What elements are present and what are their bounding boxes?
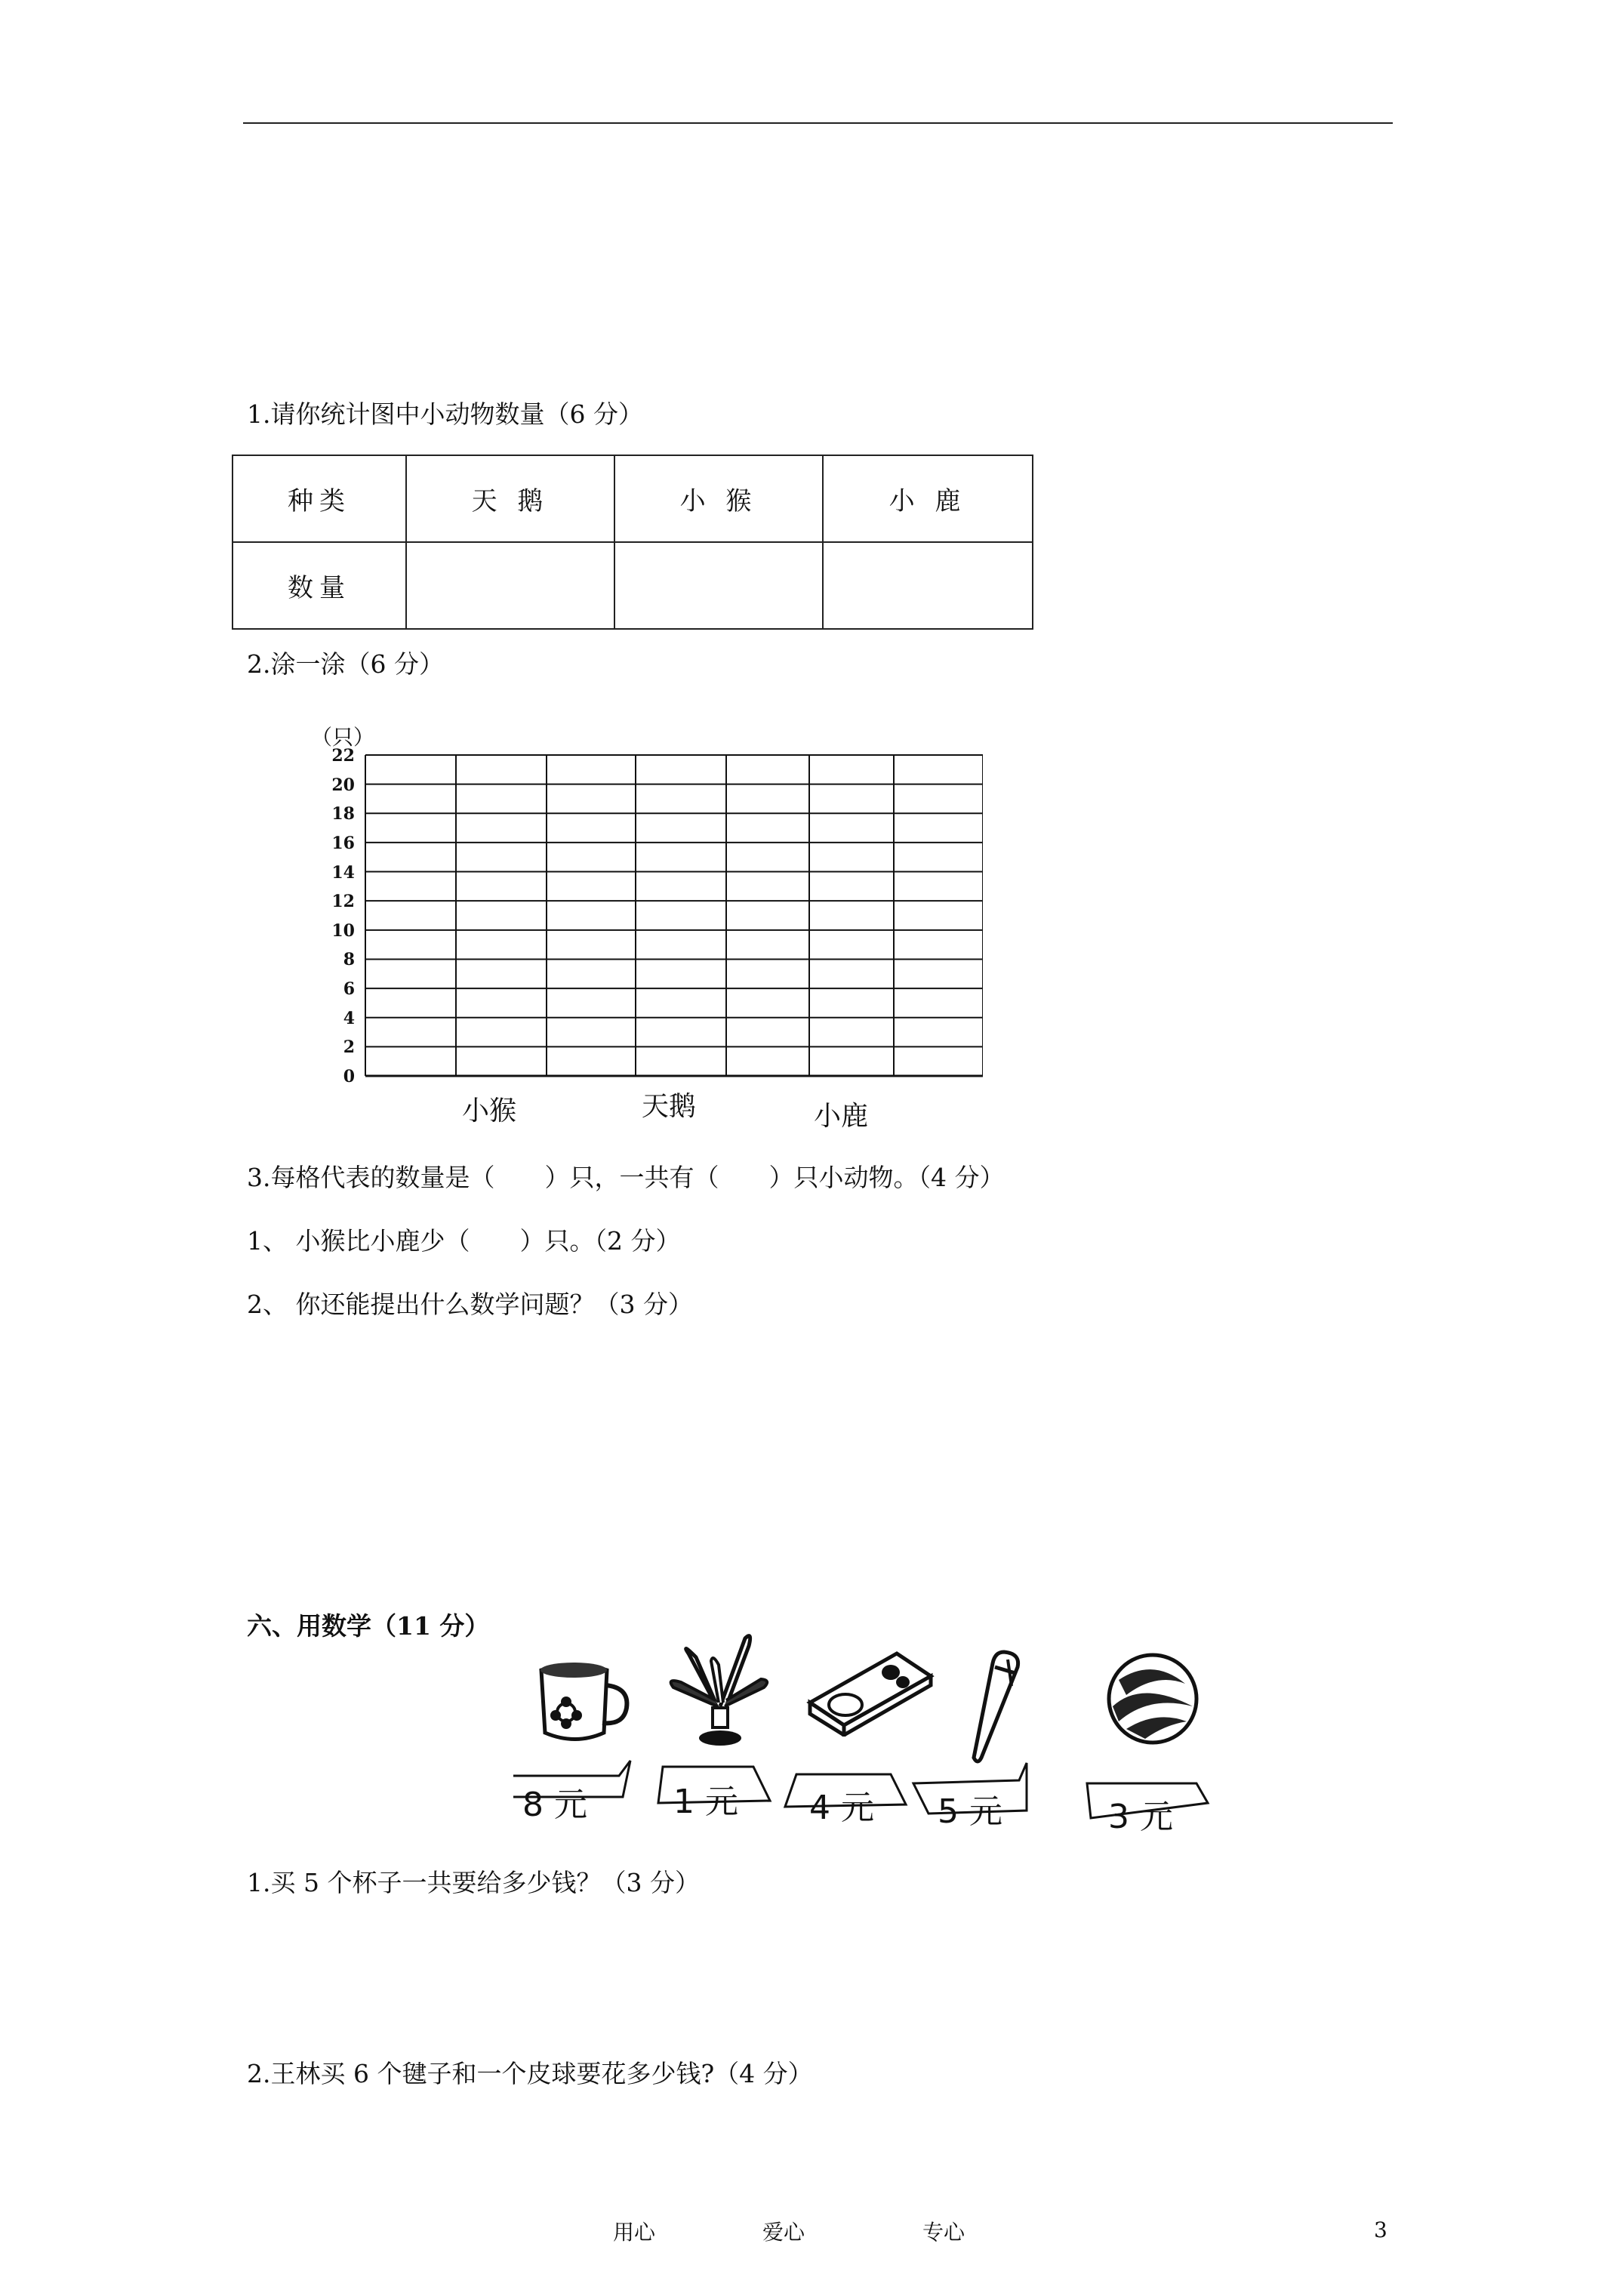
- price-ball: 3 元: [1108, 1798, 1173, 1836]
- y-tick-label: 22: [331, 746, 355, 766]
- answer-cell-swan[interactable]: [405, 541, 615, 630]
- count-table: [232, 455, 1033, 630]
- q2-title: 2.涂一涂（6 分）: [247, 649, 444, 679]
- shuttlecock-icon: [666, 1631, 771, 1759]
- y-tick-label: 12: [331, 892, 355, 912]
- table-cell: 数量: [232, 541, 407, 630]
- pencil-box-icon: [806, 1638, 935, 1737]
- y-axis-unit: （只）: [311, 725, 375, 750]
- y-tick-label: 10: [331, 920, 355, 941]
- x-category-label: 小鹿: [814, 1101, 869, 1132]
- price-shuttlecock: 1 元: [673, 1783, 738, 1821]
- table-cell: 小 鹿: [822, 455, 1033, 543]
- section6-title: 六、用数学（11 分）: [247, 1611, 490, 1641]
- section6-q2: 2.王林买 6 个毽子和一个皮球要花多少钱?（4 分）: [247, 2059, 813, 2088]
- y-tick-label: 20: [331, 775, 355, 795]
- y-tick-label: 14: [331, 862, 355, 883]
- answer-cell-deer[interactable]: [822, 541, 1033, 630]
- cup-icon: [522, 1653, 636, 1752]
- price-pen: 5 元: [938, 1792, 1002, 1831]
- table-cell: 天 鹅: [405, 455, 615, 543]
- y-tick-label: 16: [331, 833, 355, 853]
- answer-cell-monkey[interactable]: [614, 541, 824, 630]
- footer-aixin: 爱心: [762, 2220, 805, 2245]
- pen-icon: [951, 1644, 1034, 1773]
- header-rule: [243, 122, 1393, 124]
- y-tick-label: 6: [343, 979, 355, 1000]
- ball-icon: [1104, 1650, 1202, 1748]
- y-tick-label: 8: [343, 950, 355, 970]
- footer-yongxin: 用心: [613, 2220, 656, 2245]
- q3-line: 3.每格代表的数量是（ ）只，一共有（ ）只小动物。（4 分）: [247, 1163, 1005, 1192]
- y-tick-label: 0: [343, 1067, 355, 1086]
- q3-sub2: 2、 你还能提出什么数学问题？（3 分）: [247, 1290, 693, 1319]
- price-pencil-box: 4 元: [809, 1789, 874, 1827]
- y-tick-label: 4: [343, 1008, 355, 1028]
- footer-zhuanxin: 专心: [922, 2220, 965, 2245]
- q3-sub1: 1、 小猴比小鹿少（ ）只。（2 分）: [247, 1226, 681, 1256]
- x-category-label: 小猴: [462, 1096, 517, 1126]
- table-cell: 种类: [232, 455, 407, 543]
- table-cell: 小 猴: [614, 455, 824, 543]
- x-category-label: 天鹅: [642, 1091, 697, 1122]
- bar-chart-grid: [303, 721, 983, 1132]
- page-number: 3: [1374, 2217, 1387, 2242]
- grid-lines[interactable]: [303, 721, 983, 1099]
- y-tick-label: 18: [331, 804, 355, 824]
- price-cup: 8 元: [522, 1786, 587, 1824]
- section6-q1: 1.买 5 个杯子一共要给多少钱？（3 分）: [247, 1868, 700, 1897]
- y-tick-label: 2: [343, 1037, 355, 1058]
- q1-title: 1.请你统计图中小动物数量（6 分）: [247, 399, 643, 429]
